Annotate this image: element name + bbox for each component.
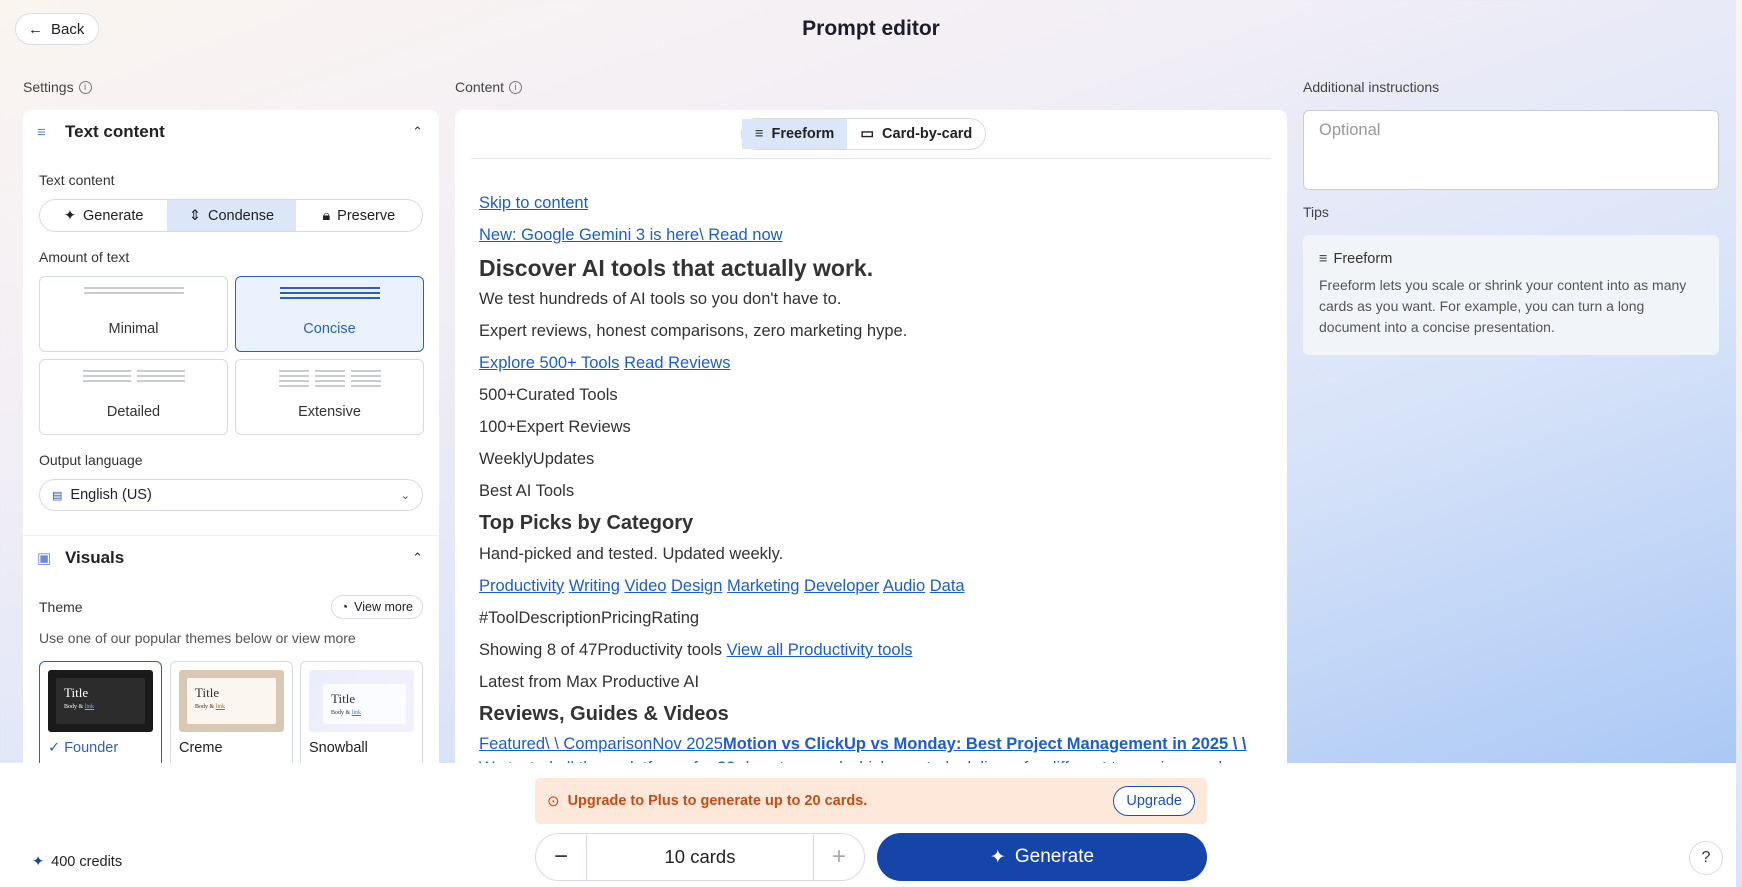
news-link[interactable]: New: Google Gemini 3 is here\ Read now (479, 226, 783, 244)
sparkle-icon: ✦ (63, 207, 76, 224)
text-line: Expert reviews, honest comparisons, zero marketing hype. (479, 322, 908, 340)
category-link[interactable]: Developer (804, 577, 880, 595)
mode-generate-button[interactable]: ✦ Generate (63, 207, 144, 224)
divider (471, 158, 1271, 159)
condense-icon: ⇕ (188, 207, 202, 224)
headline: Discover AI tools that actually work. (479, 255, 874, 281)
mode-condense-button[interactable]: ⇕ Condense (167, 200, 295, 231)
featured-link[interactable]: Featured\ \ ComparisonNov 2025 (479, 735, 723, 753)
mode-preserve-button[interactable]: 🔒︎ Preserve (322, 207, 396, 224)
tab-freeform[interactable]: ≡ Freeform (742, 119, 847, 149)
chevron-down-icon: ⌄ (400, 489, 410, 502)
settings-panel[interactable] (23, 110, 439, 763)
theme-creme-card[interactable]: Title Body & link Creme (170, 661, 293, 771)
page-title: Prompt editor (802, 17, 940, 40)
upgrade-banner: ⊙ Upgrade to Plus to generate up to 20 cards. Upgrade (535, 778, 1207, 824)
chevron-up-icon[interactable]: ⌃ (412, 124, 423, 139)
palette-icon: ◔ (340, 600, 349, 614)
skip-link[interactable]: Skip to content (479, 194, 589, 212)
tips-label: Tips (1303, 204, 1329, 220)
warning-icon: ⊙ (547, 793, 560, 810)
view-more-button[interactable]: ◔ View more (331, 595, 423, 619)
text-line: Latest from Max Productive AI (479, 673, 700, 691)
category-link[interactable]: Writing (568, 577, 620, 595)
text-line: 500+Curated Tools (479, 386, 618, 404)
tab-card-by-card[interactable]: ▭ Card-by-card (860, 126, 973, 142)
plus-button[interactable]: + (831, 843, 846, 870)
amount-label: Amount of text (39, 249, 130, 265)
tips-card: ≡ Freeform Freeform lets you scale or shrink your content into as many cards as you want. For example, you can turn a long document into a concise presentation. (1303, 235, 1719, 355)
theme-hint: Use one of our popular themes below or view more (39, 630, 356, 646)
text-line: We test hundreds of AI tools so you don't have to. (479, 290, 842, 308)
credits-indicator[interactable]: ✦ 400 credits (32, 854, 123, 870)
text-line: #ToolDescriptionPricingRating (479, 609, 700, 627)
chevron-up-icon[interactable]: ⌃ (412, 550, 423, 565)
category-link[interactable]: Productivity (479, 577, 565, 595)
text-content-label: Text content (39, 172, 115, 188)
category-link[interactable]: Design (671, 577, 723, 595)
additional-instructions-input[interactable]: Optional (1303, 110, 1719, 190)
text-content-section-header[interactable]: ≡ Text content ⌃ (37, 122, 423, 141)
category-link[interactable]: Marketing (726, 577, 800, 595)
generate-button[interactable]: ✦ Generate (877, 833, 1207, 881)
category-links (479, 577, 1269, 596)
content-label: Content i (455, 79, 522, 95)
amount-detailed-option[interactable]: Detailed (39, 359, 228, 435)
featured-title-link[interactable]: Motion vs ClickUp vs Monday: Best Project Management in 2025 \ \ (722, 735, 1247, 753)
info-icon[interactable]: i (79, 81, 92, 94)
section-heading: Top Picks by Category (479, 512, 694, 534)
sparkle-icon: ✦ (32, 854, 45, 870)
theme-thumbnail: Title Body & link (179, 670, 284, 732)
card-count-stepper[interactable] (535, 833, 865, 881)
sparkle-icon: ✦ (989, 846, 1006, 868)
theme-thumbnail: Title Body & link (309, 670, 414, 732)
output-language-label: Output language (39, 452, 143, 468)
text-line: WeeklyUpdates (479, 450, 595, 468)
footer-bar (0, 763, 1736, 887)
lines-icon (236, 370, 423, 387)
back-label: Back (51, 20, 85, 38)
flag-icon: ▤ (52, 489, 63, 502)
section-heading: Reviews, Guides & Videos (479, 703, 729, 725)
category-link[interactable]: Video (624, 577, 667, 595)
text-line: Best AI Tools (479, 482, 575, 500)
arrow-left-icon: ← (28, 20, 43, 38)
amount-concise-option[interactable]: Concise (235, 276, 424, 352)
language-select[interactable]: ▤ English (US) ⌄ (39, 479, 423, 511)
content-mode-toggle[interactable] (741, 118, 986, 150)
upgrade-button[interactable]: Upgrade (1113, 786, 1195, 816)
content-panel[interactable] (455, 110, 1287, 763)
lines-icon (40, 370, 227, 382)
help-button[interactable]: ? (1689, 841, 1723, 875)
theme-thumbnail: Title Body & link (48, 670, 153, 732)
text-mode-segmented[interactable] (39, 199, 423, 232)
explore-link[interactable]: Explore 500+ Tools (479, 354, 620, 372)
lines-icon (40, 287, 227, 294)
visuals-section-header[interactable]: ▣ Visuals ⌃ (37, 548, 423, 567)
category-link[interactable]: Audio (882, 577, 926, 595)
amount-extensive-option[interactable]: Extensive (235, 359, 424, 435)
text-lines-icon: ≡ (37, 123, 46, 141)
tips-body: Freeform lets you scale or shrink your content into as many cards as you want. For example, you can turn a long document into a concise presentation. (1319, 277, 1687, 335)
card-icon: ▭ (860, 126, 875, 142)
card-count-value: 10 cards (586, 834, 814, 880)
text-line: Hand-picked and tested. Updated weekly. (479, 545, 784, 563)
text-line: Showing 8 of 47Productivity tools (479, 641, 723, 659)
view-all-link[interactable]: View all Productivity tools (726, 641, 913, 659)
lines-icon (236, 287, 423, 299)
theme-label: Theme (39, 599, 83, 615)
check-icon: ✓ (48, 740, 65, 756)
info-icon[interactable]: i (509, 81, 522, 94)
settings-label: Settings i (23, 79, 92, 95)
image-icon: ▣ (37, 550, 52, 567)
category-link[interactable]: Data (929, 577, 965, 595)
theme-snowball-card[interactable]: Title Body & link Snowball (300, 661, 423, 771)
lock-icon: 🔒︎ (322, 207, 331, 224)
amount-minimal-option[interactable]: Minimal (39, 276, 228, 352)
read-reviews-link[interactable]: Read Reviews (624, 354, 731, 372)
additional-instructions-label: Additional instructions (1303, 79, 1440, 95)
text-lines-icon: ≡ (755, 126, 764, 142)
minus-button[interactable]: − (553, 843, 568, 870)
text-line: 100+Expert Reviews (479, 418, 631, 436)
theme-founder-card[interactable]: Title Body & link ✓ Founder (39, 661, 162, 771)
text-lines-icon: ≡ (1319, 251, 1328, 267)
